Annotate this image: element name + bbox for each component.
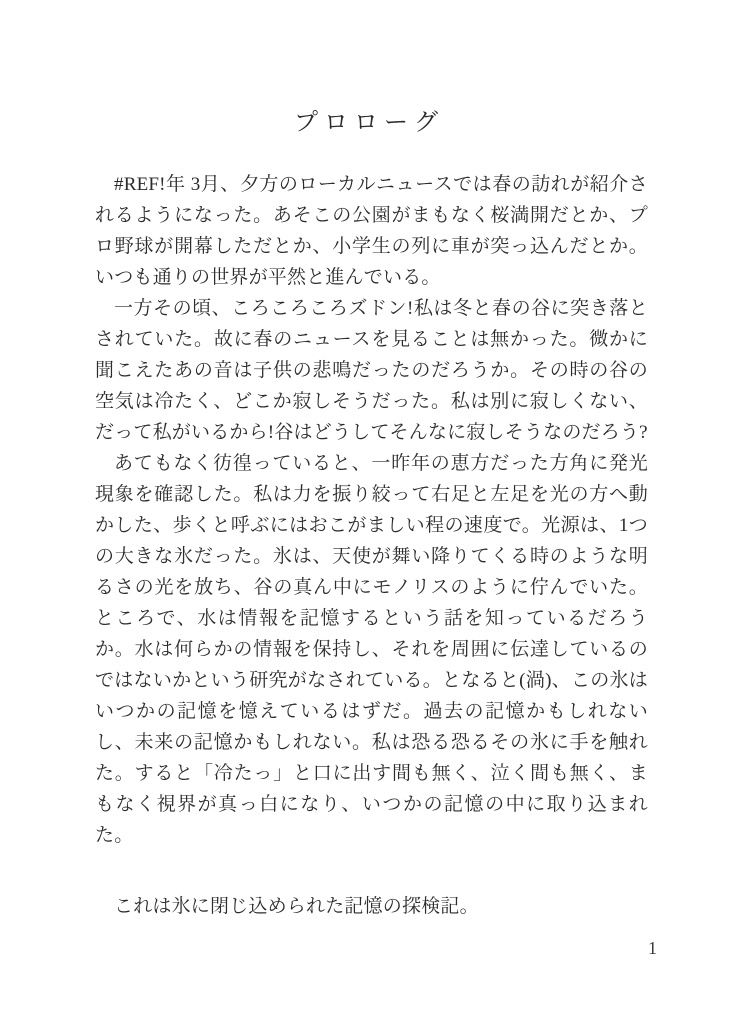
- page-title: プロローグ: [294, 110, 444, 136]
- page-number: 1: [648, 938, 657, 958]
- document-body: [0, 169, 738, 922]
- paragraph-4: これは氷に閉じ込められた記憶の探検記。: [114, 896, 479, 917]
- paragraph-3: あてもなく彷徨っていると、一昨年の恵方だった方角に発光現象を確認した。私は力を振り絞って右足と左足を光の方へ動かした、歩くと呼ぶにはおこがましい程の速度で。光源は、1つの大きな氷だった。氷は、天使が舞い降りてくる時のような明るさの光を放ち、谷の真ん中にモノリスのように佇んでいた。ところで、水は情報を記憶するという話を知っているだろうか。水は何らかの情報を保持し、それを周囲に伝達しているのではないかという研究がなされている。となると(渦)、この氷はいつかの記憶を憶えているはずだ。過去の記憶かもしれないし、未来の記憶かもしれない。私は恐る恐るその氷に手を触れた。すると「冷たっ」と口に出す間も無く、泣く間も無く、まもなく視界が真っ白になり、いつかの記憶の中に取り込まれた。: [95, 453, 648, 846]
- paragraph-2: 一方その頃、ころころころズドン!私は冬と春の谷に突き落とされていた。故に春のニュースを見ることは無かった。微かに聞こえたあの音は子供の悲鳴だったのだろうか。その時の谷の空気は冷たく、どこか寂しそうだった。私は別に寂しくない、だって私がいるから!谷はどうしてそんなに寂しそうなのだろう?: [95, 298, 648, 443]
- paragraph-1: #REF!年 3月、夕方のローカルニュースでは春の訪れが紹介されるようになった。あそこの公園がまもなく桜満開だとか、プロ野球が開幕しただとか、小学生の列に車が突っ込んだとか。いつも通りの世界が平然と進んでいる。: [95, 174, 648, 288]
